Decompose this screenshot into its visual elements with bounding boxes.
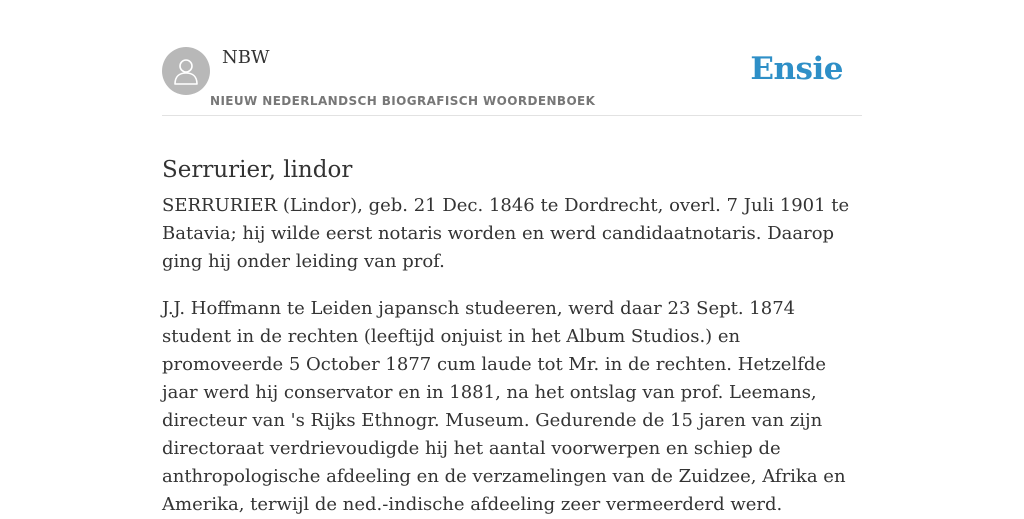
source-header bbox=[162, 0, 862, 116]
source-avatar[interactable] bbox=[162, 47, 210, 95]
source-name[interactable]: NBW bbox=[222, 47, 270, 68]
page bbox=[162, 0, 862, 515]
article-paragraph: SERRURIER (Lindor), geb. 21 Dec. 1846 te Dordrecht, overl. 7 Juli 1901 te Batavia; hij wilde eerst notaris worden en werd candidaatnotaris. Daarop ging hij onder leiding van prof. bbox=[162, 195, 850, 272]
article-paragraph: J.J. Hoffmann te Leiden japansch studeeren, werd daar 23 Sept. 1874 student in de rechten (leeftijd onjuist in het Album Studios.) en promoveerde 5 October 1877 cum laude tot Mr. in de rechten. Hetzelfde jaar werd hij conservator en in 1881, na het ontslag van prof. Leemans, directeur van 's Rijks Ethnogr. Museum. Gedurende de 15 jaren van zijn directoraat verdrievoudigde hij het aantal voorwerpen en schiep de anthropologische afdeeling en de verzamelingen van de Zuidzee, Afrika en Amerika, terwijl de ned.-indische afdeeling zeer vermeerderd werd. bbox=[162, 298, 846, 515]
user-icon bbox=[172, 56, 200, 86]
article-title: Serrurier, lindor bbox=[162, 157, 353, 184]
source-full-name: NIEUW NEDERLANDSCH BIOGRAFISCH WOORDENBOEK bbox=[210, 94, 596, 108]
ensie-logo[interactable]: Ensie bbox=[750, 51, 843, 87]
